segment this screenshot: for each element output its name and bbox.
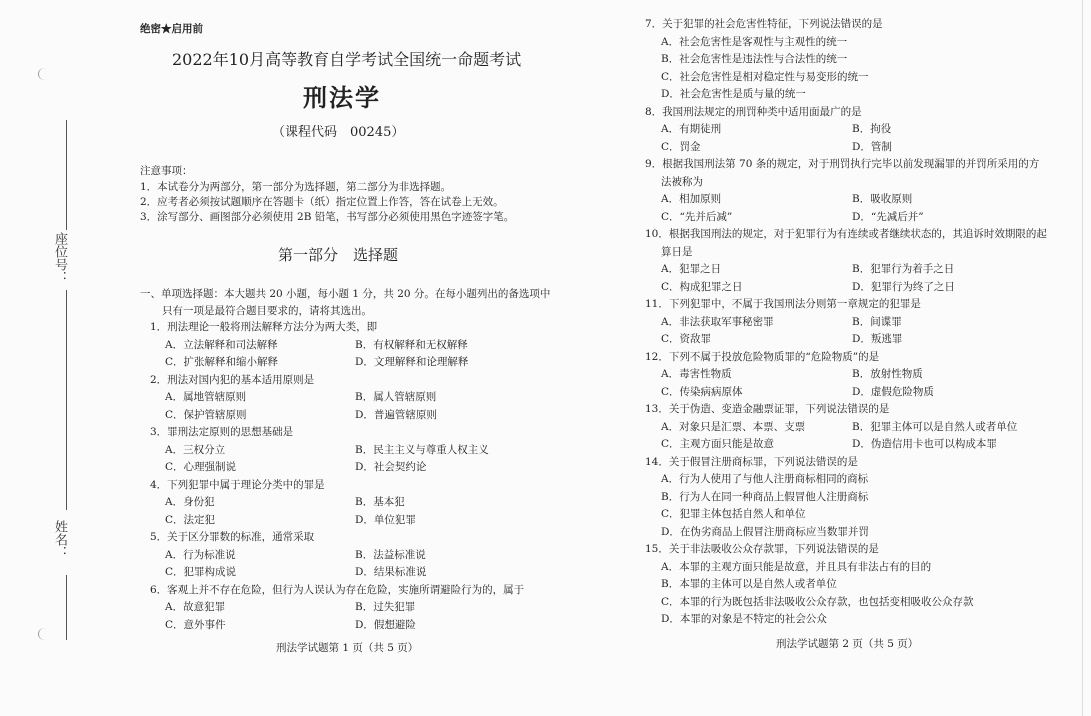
question-stem: 13．关于伪造、变造金融票证罪，下列说法错误的是 <box>645 403 890 415</box>
answer-option: B．拘役 <box>852 123 892 135</box>
answer-option: B．基本犯 <box>355 496 405 508</box>
answer-option: D．文理解释和论理解释 <box>355 356 469 368</box>
page-footer: 刑法学试题第 2 页（共 5 页） <box>776 638 919 650</box>
answer-option: D．本罪的对象是不特定的社会公众 <box>661 613 827 625</box>
answer-option: C．“先并后减” <box>661 210 733 223</box>
question-stem: 4．下列犯罪中属于理论分类中的罪是 <box>150 478 325 491</box>
question-stem: 8．我国刑法规定的刑罚种类中适用面最广的是 <box>645 105 862 118</box>
question-stem: 1．刑法理论一般将刑法解释方法分为两大类，即 <box>150 321 378 333</box>
answer-option: D．社会契约论 <box>355 461 427 473</box>
answer-option: C．构成犯罪之日 <box>661 280 743 293</box>
answer-option: D．普遍管辖原则 <box>355 408 437 421</box>
margin-line <box>66 290 67 510</box>
answer-option: B．吸收原则 <box>852 193 913 205</box>
answer-option: B．有权解释和无权解释 <box>355 338 468 351</box>
punch-hole-mark <box>38 628 51 640</box>
answer-option: C．资敌罪 <box>661 333 712 345</box>
margin-line <box>66 575 67 640</box>
answer-option: D．犯罪行为终了之日 <box>852 280 955 293</box>
answer-option: B．法益标准说 <box>355 548 426 561</box>
answer-option: B．本罪的主体可以是自然人或者单位 <box>661 578 837 590</box>
answer-option: A．行为标准说 <box>165 548 236 561</box>
subject-title: 刑法学 <box>303 83 381 112</box>
answer-option: B．民主主义与尊重人权主义 <box>355 443 489 456</box>
answer-option: C．保护管辖原则 <box>165 408 247 421</box>
answer-option: B．犯罪主体可以是自然人或者单位 <box>852 420 1018 433</box>
answer-option: A．犯罪之日 <box>661 263 722 275</box>
punch-hole-mark <box>38 68 51 80</box>
note-item: 3．涂写部分、画图部分必须使用 2B 铅笔，书写部分必须使用黑色字迹签字笔。 <box>140 211 515 223</box>
answer-option: A．行为人使用了与他人注册商标相同的商标 <box>661 473 869 485</box>
answer-option: A．身份犯 <box>165 496 215 508</box>
answer-option: C．犯罪主体包括自然人和单位 <box>661 508 806 520</box>
name-label: 姓名： <box>52 520 67 559</box>
answer-option: B．行为人在同一种商品上假冒他人注册商标 <box>661 490 869 503</box>
answer-option: B．放射性物质 <box>852 368 923 380</box>
answer-option: D．结果标准说 <box>355 566 427 578</box>
answer-option: D．伪造信用卡也可以构成本罪 <box>852 438 997 450</box>
answer-option: C．犯罪构成说 <box>165 566 237 578</box>
answer-option: D．叛逃罪 <box>852 333 903 345</box>
confidential-mark: 绝密★启用前 <box>140 23 203 35</box>
question-stem: 5．关于区分罪数的标准，通常采取 <box>150 531 315 543</box>
page-footer: 刑法学试题第 1 页（共 5 页） <box>276 642 419 654</box>
section-intro: 只有一项是最符合题目要求的，请将其选出。 <box>162 305 372 317</box>
answer-option: A．立法解释和司法解释 <box>165 338 278 351</box>
answer-option: B．社会危害性是违法性与合法性的统一 <box>661 53 848 65</box>
question-stem: 2．刑法对国内犯的基本适用原则是 <box>150 373 315 386</box>
exam-title: 2022年10月高等教育自学考试全国统一命题考试 <box>172 50 522 69</box>
answer-option: C．法定犯 <box>165 513 216 526</box>
question-stem: 10．根据我国刑法的规定，对于犯罪行为有连续或者继续状态的，其追诉时效期限的起 <box>645 228 1047 240</box>
answer-option: D．虚假危险物质 <box>852 385 934 398</box>
question-stem: 12．下列不属于投放危险物质罪的“危险物质”的是 <box>645 350 880 363</box>
scan-edge <box>1082 0 1083 716</box>
question-stem: 算日是 <box>661 245 693 258</box>
answer-option: A．对象只是汇票、本票、支票 <box>661 420 806 433</box>
answer-option: C．主观方面只能是故意 <box>661 438 775 450</box>
course-code: （课程代码 00245） <box>272 125 405 140</box>
answer-option: A．三权分立 <box>165 443 226 456</box>
answer-option: A．故意犯罪 <box>165 601 226 613</box>
margin-line <box>66 120 67 230</box>
question-stem: 7．关于犯罪的社会危害性特征，下列说法错误的是 <box>645 18 883 30</box>
answer-option: A．本罪的主观方面只能是故意，并且具有非法占有的目的 <box>661 560 932 573</box>
answer-option: A．非法获取军事秘密罪 <box>661 315 774 328</box>
question-stem: 14．关于假冒注册商标罪，下列说法错误的是 <box>645 455 858 468</box>
answer-option: C．罚金 <box>661 140 701 153</box>
note-item: 1．本试卷分为两部分，第一部分为选择题，第二部分为非选择题。 <box>140 181 452 193</box>
answer-option: B．间谍罪 <box>852 315 902 328</box>
answer-option: D．社会危害性是质与量的统一 <box>661 88 806 100</box>
question-stem: 9．根据我国刑法第 70 条的规定，对于刑罚执行完毕以前发现漏罪的并罚所采用的方 <box>645 158 1040 170</box>
question-stem: 11．下列犯罪中，不属于我国刑法分则第一章规定的犯罪是 <box>645 298 921 310</box>
answer-option: A．有期徒刑 <box>661 123 722 135</box>
answer-option: A．相加原则 <box>661 193 722 205</box>
answer-option: C．扩张解释和缩小解释 <box>165 356 279 368</box>
answer-option: D．假想避险 <box>355 618 416 631</box>
answer-option: C．传染病病原体 <box>661 385 743 398</box>
question-stem: 6．客观上并不存在危险，但行为人误认为存在危险，实施所谓避险行为的，属于 <box>150 583 525 596</box>
answer-option: A．毒害性物质 <box>661 368 732 380</box>
answer-option: C．意外事件 <box>165 618 226 631</box>
answer-option: A．属地管辖原则 <box>165 391 247 403</box>
part-title: 第一部分 选择题 <box>278 246 399 264</box>
answer-option: D．管制 <box>852 140 892 153</box>
answer-option: B．犯罪行为着手之日 <box>852 263 955 275</box>
question-stem: 3．罪刑法定原则的思想基础是 <box>150 426 294 438</box>
answer-option: A．社会危害性是客观性与主观性的统一 <box>661 35 848 48</box>
answer-option: B．过失犯罪 <box>355 601 416 613</box>
answer-option: C．本罪的行为既包括非法吸收公众存款，也包括变相吸收公众存款 <box>661 595 974 608</box>
answer-option: D．单位犯罪 <box>355 513 416 526</box>
answer-option: D．在伪劣商品上假冒注册商标应当数罪并罚 <box>661 525 869 538</box>
notes-title: 注意事项： <box>140 165 193 177</box>
note-item: 2．应考者必须按试题顺序在答题卡（纸）指定位置上作答，答在试卷上无效。 <box>140 196 504 208</box>
question-stem: 15．关于非法吸收公众存款罪，下列说法错误的是 <box>645 543 879 555</box>
answer-option: D．“先减后并” <box>852 210 924 223</box>
answer-option: C．心理强制说 <box>165 461 237 473</box>
answer-option: B．属人管辖原则 <box>355 391 437 403</box>
question-stem: 法被称为 <box>661 175 703 188</box>
seat-number-label: 座位号： <box>52 232 67 284</box>
section-intro: 一、单项选择题：本大题共 20 小题，每小题 1 分，共 20 分。在每小题列出的备选项中 <box>140 288 551 300</box>
answer-option: C．社会危害性是相对稳定性与易变形的统一 <box>661 70 869 83</box>
